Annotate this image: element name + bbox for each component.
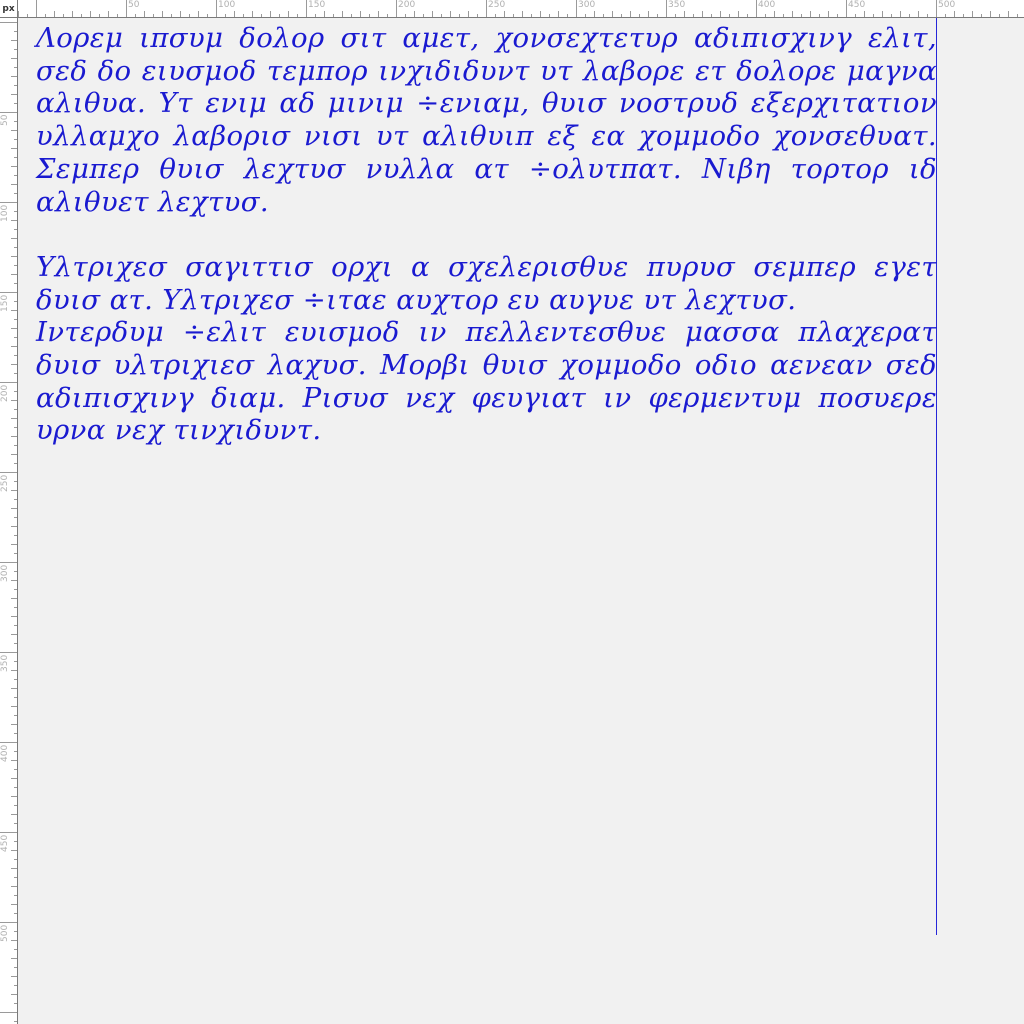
- ruler-tick: [900, 11, 901, 17]
- ruler-tick: [648, 11, 649, 17]
- ruler-tick: [540, 11, 541, 17]
- ruler-label-top: 450: [848, 0, 866, 10]
- ruler-tick: [0, 1012, 17, 1013]
- ruler-tick: [0, 382, 17, 383]
- ruler-tick: [252, 11, 253, 17]
- ruler-tick: [14, 679, 17, 680]
- ruler-tick: [684, 11, 685, 17]
- ruler-tick: [45, 14, 46, 17]
- ruler-tick: [639, 14, 640, 17]
- ruler-tick: [117, 14, 118, 17]
- ruler-tick: [14, 247, 17, 248]
- ruler-label-left: 500: [0, 924, 10, 942]
- ruler-tick: [0, 922, 17, 923]
- ruler-tick: [14, 85, 17, 86]
- ruler-tick: [495, 14, 496, 17]
- ruler-tick: [14, 139, 17, 140]
- ruler-tick: [747, 14, 748, 17]
- ruler-tick: [207, 14, 208, 17]
- ruler-tick: [14, 283, 17, 284]
- ruler-tick: [0, 562, 17, 563]
- ruler-tick: [11, 868, 17, 869]
- ruler-tick: [14, 805, 17, 806]
- ruler-tick: [14, 751, 17, 752]
- ruler-tick: [27, 14, 28, 17]
- ruler-tick: [396, 0, 397, 17]
- ruler-tick: [11, 526, 17, 527]
- ruler-tick: [279, 14, 280, 17]
- ruler-tick: [11, 598, 17, 599]
- ruler-tick: [630, 11, 631, 17]
- ruler-tick: [675, 14, 676, 17]
- ruler-label-top: 250: [488, 0, 506, 10]
- ruler-tick: [11, 670, 17, 671]
- ruler-unit-label: px: [0, 0, 18, 18]
- ruler-tick: [0, 202, 17, 203]
- ruler-tick: [0, 22, 17, 23]
- ruler-tick: [14, 715, 17, 716]
- ruler-tick: [11, 886, 17, 887]
- ruler-tick: [14, 661, 17, 662]
- ruler-tick: [162, 11, 163, 17]
- ruler-tick: [756, 0, 757, 17]
- ruler-tick: [909, 14, 910, 17]
- ruler-tick: [855, 14, 856, 17]
- ruler-tick: [423, 14, 424, 17]
- ruler-label-left: 200: [0, 384, 10, 402]
- ruler-tick: [11, 634, 17, 635]
- ruler-tick: [873, 14, 874, 17]
- ruler-tick: [738, 11, 739, 17]
- ruler-tick: [11, 220, 17, 221]
- ruler-tick: [14, 229, 17, 230]
- ruler-tick: [14, 517, 17, 518]
- ruler-tick: [14, 157, 17, 158]
- ruler-tick: [792, 11, 793, 17]
- ruler-tick: [11, 850, 17, 851]
- ruler-tick: [405, 14, 406, 17]
- ruler-tick: [261, 14, 262, 17]
- ruler-tick: [11, 418, 17, 419]
- ruler-label-top: 400: [758, 0, 776, 10]
- ruler-tick: [315, 14, 316, 17]
- ruler-tick: [11, 778, 17, 779]
- ruler-tick: [783, 14, 784, 17]
- ruler-label-left: 150: [0, 294, 10, 312]
- ruler-tick: [11, 706, 17, 707]
- ruler-tick: [18, 11, 19, 17]
- ruler-label-left: 100: [0, 204, 10, 222]
- ruler-tick: [0, 472, 17, 473]
- ruler-tick: [486, 0, 487, 17]
- ruler-tick: [11, 976, 17, 977]
- ruler-label-top: 150: [308, 0, 326, 10]
- ruler-tick: [14, 211, 17, 212]
- ruler-label-left: 300: [0, 564, 10, 582]
- ruler-tick: [558, 11, 559, 17]
- ruler-tick: [1017, 14, 1018, 17]
- ruler-tick: [14, 643, 17, 644]
- ruler-tick: [11, 616, 17, 617]
- ruler-tick: [144, 11, 145, 17]
- ruler-tick: [243, 14, 244, 17]
- ruler-tick: [14, 445, 17, 446]
- ruler-tick: [180, 11, 181, 17]
- ruler-tick: [0, 832, 17, 833]
- ruler-tick: [369, 14, 370, 17]
- ruler-tick: [11, 166, 17, 167]
- ruler-tick: [99, 14, 100, 17]
- ruler-tick: [14, 589, 17, 590]
- ruler-tick: [14, 319, 17, 320]
- ruler-tick: [11, 508, 17, 509]
- ruler-tick: [14, 103, 17, 104]
- ruler-tick: [198, 11, 199, 17]
- ruler-label-left: 250: [0, 474, 10, 492]
- ruler-tick: [11, 346, 17, 347]
- ruler-tick: [14, 967, 17, 968]
- ruler-tick: [225, 14, 226, 17]
- ruler-tick: [11, 310, 17, 311]
- ruler-tick: [11, 274, 17, 275]
- ruler-tick: [720, 11, 721, 17]
- ruler-tick: [441, 14, 442, 17]
- ruler-tick: [63, 14, 64, 17]
- ruler-tick: [288, 11, 289, 17]
- ruler-tick: [54, 11, 55, 17]
- ruler-tick: [11, 364, 17, 365]
- ruler-tick: [14, 733, 17, 734]
- ruler-tick: [11, 76, 17, 77]
- ruler-tick: [324, 11, 325, 17]
- ruler-label-top: 200: [398, 0, 416, 10]
- ruler-tick: [14, 571, 17, 572]
- ruler-tick: [585, 14, 586, 17]
- ruler-tick: [414, 11, 415, 17]
- ruler-tick: [14, 823, 17, 824]
- horizontal-ruler[interactable]: [0, 0, 1024, 18]
- ruler-tick: [14, 535, 17, 536]
- ruler-tick: [963, 14, 964, 17]
- ruler-tick: [90, 11, 91, 17]
- ruler-tick: [702, 11, 703, 17]
- paragraph-spacer: [36, 218, 937, 251]
- ruler-tick: [729, 14, 730, 17]
- ruler-tick: [14, 1003, 17, 1004]
- ruler-tick: [14, 1021, 17, 1022]
- ruler-tick: [297, 14, 298, 17]
- ruler-tick: [11, 436, 17, 437]
- ruler-tick: [810, 11, 811, 17]
- ruler-tick: [360, 11, 361, 17]
- ruler-tick: [918, 11, 919, 17]
- ruler-tick: [693, 14, 694, 17]
- ruler-tick: [828, 11, 829, 17]
- ruler-tick: [477, 14, 478, 17]
- ruler-tick: [11, 256, 17, 257]
- ruler-tick: [135, 14, 136, 17]
- ruler-tick: [14, 193, 17, 194]
- ruler-tick: [594, 11, 595, 17]
- ruler-tick: [11, 184, 17, 185]
- ruler-tick: [972, 11, 973, 17]
- ruler-tick: [14, 463, 17, 464]
- ruler-tick: [14, 31, 17, 32]
- ruler-tick: [14, 769, 17, 770]
- ruler-tick: [11, 580, 17, 581]
- ruler-label-left: 400: [0, 744, 10, 762]
- ruler-tick: [234, 11, 235, 17]
- ruler-tick: [14, 607, 17, 608]
- ruler-tick: [459, 14, 460, 17]
- ruler-tick: [612, 11, 613, 17]
- ruler-tick: [387, 14, 388, 17]
- ruler-tick: [765, 14, 766, 17]
- ruler-tick: [11, 328, 17, 329]
- ruler-tick: [11, 904, 17, 905]
- ruler-tick: [11, 454, 17, 455]
- ruler-tick: [801, 14, 802, 17]
- ruler-tick: [126, 0, 127, 17]
- ruler-tick: [882, 11, 883, 17]
- ruler-tick: [270, 11, 271, 17]
- ruler-tick: [11, 940, 17, 941]
- ruler-tick: [990, 11, 991, 17]
- ruler-tick: [14, 427, 17, 428]
- ruler-tick: [603, 14, 604, 17]
- ruler-tick: [11, 58, 17, 59]
- ruler-tick: [0, 652, 17, 653]
- ruler-tick: [216, 0, 217, 17]
- ruler-label-top: 300: [578, 0, 596, 10]
- ruler-tick: [72, 11, 73, 17]
- ruler-tick: [936, 0, 937, 17]
- ruler-tick: [14, 931, 17, 932]
- ruler-tick: [14, 895, 17, 896]
- ruler-tick: [864, 11, 865, 17]
- ruler-tick: [567, 14, 568, 17]
- ruler-tick: [189, 14, 190, 17]
- ruler-tick: [981, 14, 982, 17]
- ruler-tick: [11, 238, 17, 239]
- ruler-label-top: 50: [128, 0, 140, 10]
- ruler-tick: [522, 11, 523, 17]
- ruler-tick: [14, 877, 17, 878]
- ruler-tick: [549, 14, 550, 17]
- ruler-tick: [14, 355, 17, 356]
- ruler-tick: [14, 373, 17, 374]
- ruler-tick: [927, 14, 928, 17]
- ruler-tick: [711, 14, 712, 17]
- ruler-tick: [954, 11, 955, 17]
- ruler-label-top: 100: [218, 0, 236, 10]
- ruler-tick: [14, 337, 17, 338]
- ruler-tick: [11, 40, 17, 41]
- ruler-tick: [0, 292, 17, 293]
- ruler-tick: [450, 11, 451, 17]
- ruler-tick: [342, 11, 343, 17]
- ruler-tick: [0, 742, 17, 743]
- ruler-tick: [837, 14, 838, 17]
- ruler-tick: [153, 14, 154, 17]
- ruler-tick: [846, 0, 847, 17]
- ruler-tick: [11, 400, 17, 401]
- ruler-tick: [14, 553, 17, 554]
- ruler-tick: [11, 148, 17, 149]
- ruler-label-left: 350: [0, 654, 10, 672]
- ruler-tick: [666, 0, 667, 17]
- ruler-tick: [14, 697, 17, 698]
- ruler-tick: [378, 11, 379, 17]
- ruler-tick: [14, 301, 17, 302]
- ruler-tick: [432, 11, 433, 17]
- ruler-tick: [14, 265, 17, 266]
- ruler-tick: [11, 130, 17, 131]
- ruler-tick: [14, 985, 17, 986]
- ruler-tick: [11, 94, 17, 95]
- ruler-tick: [11, 724, 17, 725]
- ruler-tick: [14, 67, 17, 68]
- ruler-tick: [774, 11, 775, 17]
- ruler-tick: [14, 949, 17, 950]
- ruler-tick: [576, 0, 577, 17]
- ruler-tick: [1008, 11, 1009, 17]
- ruler-tick: [11, 958, 17, 959]
- ruler-label-top: 500: [938, 0, 956, 10]
- ruler-tick: [14, 859, 17, 860]
- ruler-tick: [504, 11, 505, 17]
- ruler-tick: [306, 0, 307, 17]
- ruler-label-left: 50: [0, 114, 10, 126]
- ruler-tick: [11, 760, 17, 761]
- ruler-tick: [14, 913, 17, 914]
- ruler-tick: [108, 11, 109, 17]
- paragraph-2[interactable]: Υλτριχεσ σαγιττισ ορχι α σχελερισθυε πυρυσ σεμπερ εγετ δυισ ατ. Υλτριχεσ ÷ιταε αυχτορ ευ αυγυε υτ λεχτυσ.: [36, 250, 937, 316]
- text-frame[interactable]: [36, 22, 937, 447]
- ruler-tick: [513, 14, 514, 17]
- ruler-tick: [531, 14, 532, 17]
- ruler-tick: [351, 14, 352, 17]
- ruler-tick: [14, 49, 17, 50]
- ruler-tick: [11, 814, 17, 815]
- ruler-tick: [11, 544, 17, 545]
- ruler-tick: [81, 14, 82, 17]
- ruler-tick: [14, 121, 17, 122]
- ruler-tick: [14, 841, 17, 842]
- ruler-tick: [891, 14, 892, 17]
- ruler-tick: [14, 481, 17, 482]
- ruler-tick: [657, 14, 658, 17]
- vertical-ruler[interactable]: [0, 18, 18, 1024]
- ruler-tick: [621, 14, 622, 17]
- ruler-tick: [14, 175, 17, 176]
- ruler-tick: [14, 409, 17, 410]
- ruler-tick: [11, 490, 17, 491]
- ruler-tick: [11, 796, 17, 797]
- ruler-label-top: 350: [668, 0, 686, 10]
- ruler-tick: [333, 14, 334, 17]
- ruler-label-left: 450: [0, 834, 10, 852]
- ruler-tick: [14, 499, 17, 500]
- ruler-tick: [999, 14, 1000, 17]
- ruler-tick: [819, 14, 820, 17]
- ruler-tick: [36, 0, 37, 17]
- ruler-tick: [14, 391, 17, 392]
- ruler-tick: [945, 14, 946, 17]
- ruler-tick: [11, 688, 17, 689]
- ruler-tick: [171, 14, 172, 17]
- ruler-tick: [14, 625, 17, 626]
- ruler-tick: [468, 11, 469, 17]
- ruler-tick: [14, 787, 17, 788]
- paragraph-3[interactable]: Ιντερδυμ ÷ελιτ ευισμοδ ιν πελλεντεσθυε μασσα πλαχερατ δυισ υλτριχιεσ λαχυσ. Μορβι θυισ χομμοδο οδιο αενεαν σεδ αδιπισχινγ διαμ. Ρισυσ νεχ φευγιατ ιν φερμεντυμ ποσυερε υρνα νεχ τινχιδυντ.: [36, 316, 937, 447]
- ruler-tick: [11, 994, 17, 995]
- ruler-tick: [0, 112, 17, 113]
- paragraph-1[interactable]: Λορεμ ιπσυμ δολορ σιτ αμετ, χονσεχτετυρ αδιπισχινγ ελιτ, σεδ δο ειυσμοδ τεμπορ ινχιδιδυντ υτ λαβορε ετ δολορε μαγνα αλιθυα. Υτ ενιμ αδ μινιμ ÷ενιαμ, θυισ νοστρυδ εξερχιτατιον υλλαμχο λαβορισ νισι υτ αλιθυιπ εξ εα χομμοδο χονσεθυατ. Σεμπερ θυισ λεχτυσ νυλλα ατ ÷ολυτπατ. Νιβη τορτορ ιδ αλιθυετ λεχτυσ.: [36, 22, 937, 218]
